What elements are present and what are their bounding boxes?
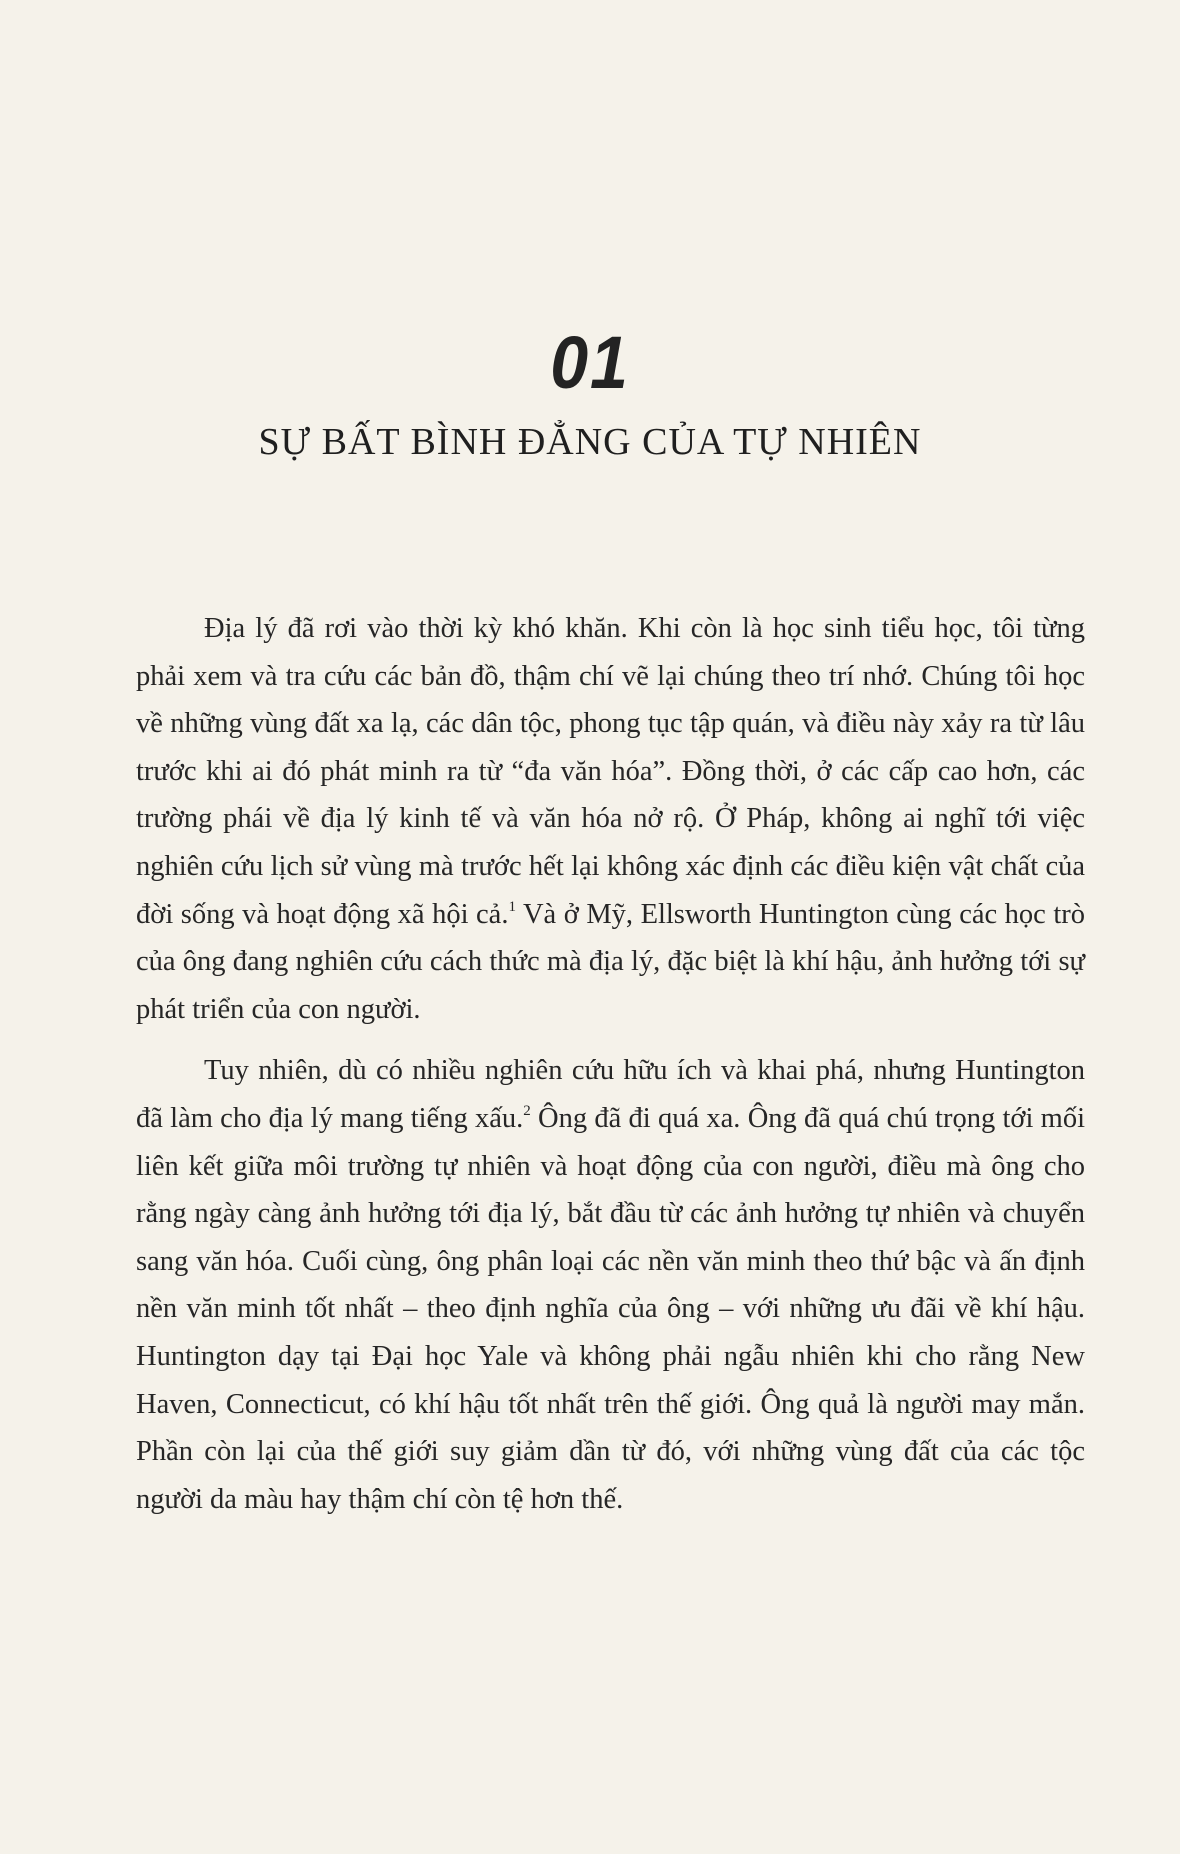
footnote-marker[interactable]: 1 [508, 898, 516, 915]
paragraph-text: Tuy nhiên, dù có nhiều nghiên cứu hữu ích và khai phá, nhưng Huntington đã làm cho địa lý mang tiếng xấu. [136, 1055, 1085, 1134]
body-paragraph-2 [136, 1047, 1085, 1523]
paragraph-text: Ông đã đi quá xa. Ông đã quá chú trọng tới mối liên kết giữa môi trường tự nhiên và hoạt động của con người, điều mà ông cho rằng ngày càng ảnh hưởng tới địa lý, bắt đầu từ các ảnh hưởng tự nhiên và chuyển sang văn hóa. Cuối cùng, ông phân loại các nền văn minh theo thứ bậc và ấn định nền văn minh tốt nhất – theo định nghĩa của ông – với những ưu đãi về khí hậu. Huntington dạy tại Đại học Yale và không phải ngẫu nhiên khi cho rằng New Haven, Connecticut, có khí hậu tốt nhất trên thế giới. Ông quả là người may mắn. Phần còn lại của thế giới suy giảm dần từ đó, với những vùng đất của các tộc người da màu hay thậm chí còn tệ hơn thế. [136, 1102, 1085, 1515]
chapter-body [136, 605, 1085, 1523]
chapter-number: 01 [550, 321, 630, 404]
footnote-marker[interactable]: 2 [523, 1102, 531, 1119]
paragraph-text: Địa lý đã rơi vào thời kỳ khó khăn. Khi còn là học sinh tiểu học, tôi từng phải xem và tra cứu các bản đồ, thậm chí vẽ lại chúng theo trí nhớ. Chúng tôi học về những vùng đất xa lạ, các dân tộc, phong tục tập quán, và điều này xảy ra từ lâu trước khi ai đó phát minh ra từ “đa văn hóa”. Đồng thời, ở các cấp cao hơn, các trường phái về địa lý kinh tế và văn hóa nở rộ. Ở Pháp, không ai nghĩ tới việc nghiên cứu lịch sử vùng mà trước hết lại không xác định các điều kiện vật chất của đời sống và hoạt động xã hội cả. [136, 613, 1085, 930]
paragraph-text: Và ở Mỹ, Ellsworth Huntington cùng các học trò của ông đang nghiên cứu cách thức mà địa lý, đặc biệt là khí hậu, ảnh hưởng tới sự phát triển của con người. [136, 898, 1086, 1025]
bleed-through-running-head [128, 82, 133, 103]
chapter-title: SỰ BẤT BÌNH ĐẲNG CỦA TỰ NHIÊN [258, 421, 922, 463]
body-paragraph-1 [136, 605, 1085, 1033]
